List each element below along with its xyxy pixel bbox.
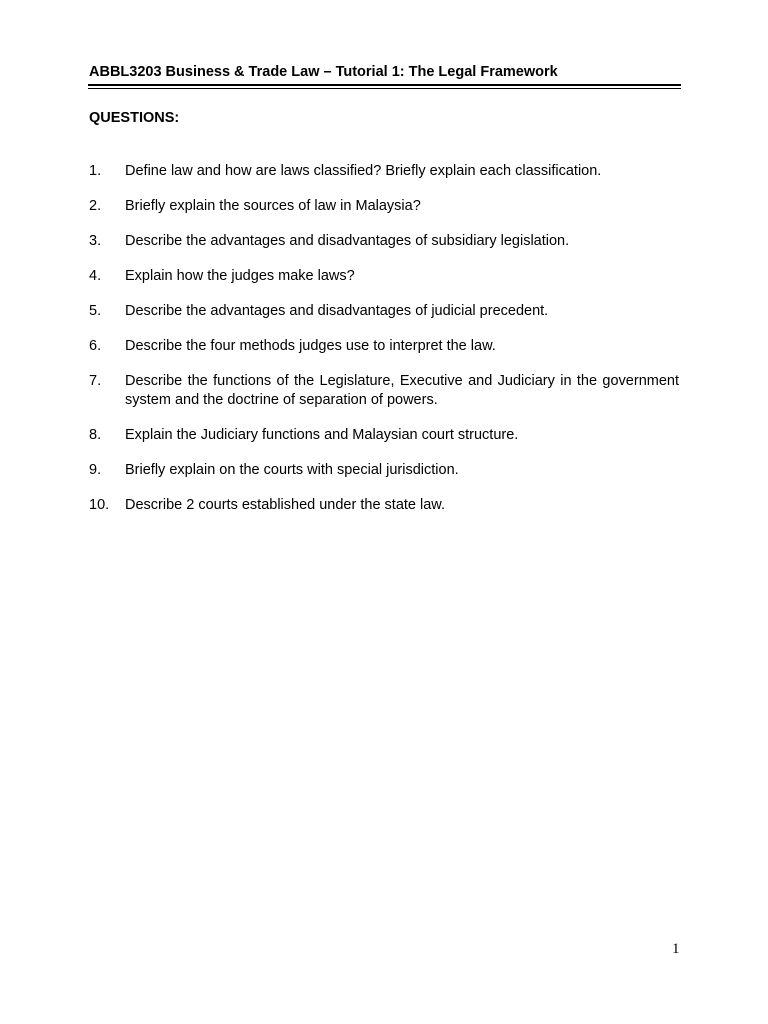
question-text: Briefly explain on the courts with special jurisdiction. [125,462,459,478]
question-text: Describe the four methods judges use to interpret the law. [125,338,496,354]
question-text: Briefly explain the sources of law in Malaysia? [125,198,421,214]
question-item [89,337,679,356]
question-item [89,461,679,480]
question-number: 1. [89,163,102,179]
question-number: 8. [89,427,102,443]
question-item [89,426,679,445]
question-text: Explain the Judiciary functions and Malaysian court structure. [125,427,519,443]
question-item [89,162,679,181]
question-item [89,197,679,216]
page-number: 1 [672,941,680,957]
question-item [89,496,679,515]
header-rule-thick [88,84,681,86]
question-text: Describe the advantages and disadvantages of judicial precedent. [125,303,549,319]
question-list [89,162,679,531]
question-number: 9. [89,462,102,478]
question-number: 4. [89,268,102,284]
question-text: Define law and how are laws classified? Briefly explain each classification. [125,163,602,179]
question-text: Describe the advantages and disadvantages of subsidiary legislation. [125,233,570,249]
question-text: Describe 2 courts established under the state law. [125,497,445,513]
question-number: 3. [89,233,102,249]
question-number: 10. [89,497,110,513]
questions-heading: QUESTIONS: [89,110,180,126]
question-number: 2. [89,198,102,214]
question-item [89,232,679,251]
question-number: 7. [89,373,102,389]
question-item [89,267,679,286]
question-item [89,372,679,410]
question-number: 6. [89,338,102,354]
question-item [89,302,679,321]
header-rule-thin [88,88,681,89]
question-text: Describe the functions of the Legislature, Executive and Judiciary in the government system and the doctrine of separation of powers. [125,373,679,408]
question-text: Explain how the judges make laws? [125,268,355,284]
question-number: 5. [89,303,102,319]
document-title: ABBL3203 Business & Trade Law – Tutorial 1: The Legal Framework [89,64,558,80]
